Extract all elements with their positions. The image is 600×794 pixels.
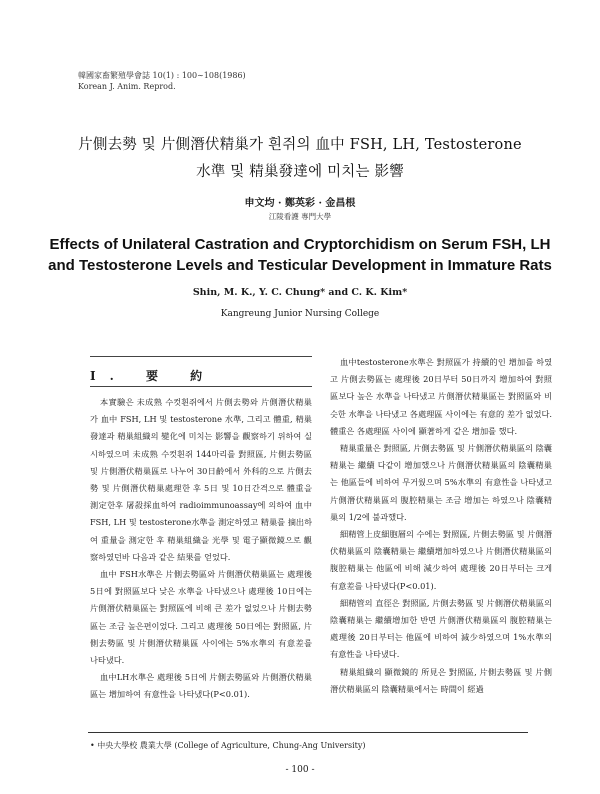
journal-name: Korean J. Anim. Reprod. (78, 82, 176, 91)
paragraph: 血中LH水準은 處理後 5日에 片側去勢區와 片側潛伏精巢區는 增加하여 有意性을 나타냈다(P<0.01). (90, 672, 312, 700)
paragraph: 精巢重量은 對照區, 片側去勢區 및 片側潛伏精巢區의 陰囊精巢는 繼續 다같이 增加했으나 片側潛伏精巢區의 陰囊精巢는 他區들에 비하여 무거웠으며 5%水準의 有意性을 나타냈고 片側潛伏精巢區의 腹腔精巢는 조금 增加는 하였으나 陰囊精巢의 1/2에 불과했다. (330, 443, 552, 522)
paragraph: 血中 FSH水準은 片側去勢區와 片側潛伏精巢區는 處理後 5日에 對照區보다 낮은 水準을 나타냈으나 處理後 10日에는 片側潛伏精巢區는 對照區에 비해 큰 差가 없었으나 片側去勢區는 조금 높은편이었다. 그리고 處理後 50日에는 對照區, 片側去勢區 및 片側潛伏精巢區 사이에는 5%水準의 有意差를 나타냈다. (90, 569, 312, 666)
title-english-line1: Effects of Unilateral Castration and Cryptorchidism on Serum FSH, LH (49, 236, 551, 253)
affiliation-english: Kangreung Junior Nursing College (220, 309, 380, 319)
authors-english: Shin, M. K., Y. C. Chung* and C. K. Kim* (192, 287, 408, 298)
title-korean-line2: 水準 및 精巢發達에 미치는 影響 (196, 164, 404, 180)
footnote: • 中央大學校 農業大學 (College of Agriculture, Chung-Ang University) (90, 741, 366, 750)
paragraph: 細精管의 直徑은 對照區, 片側去勢區 및 片側潛伏精巢區의 陰囊精巢는 繼續增加한 반면 片側潛伏精巢區의 腹腔精巢는 處理後 20日부터는 他區에 비하여 減少하였으며 1%水準의 有意性을 나타냈다. (330, 597, 552, 660)
title-korean-line1: 片側去勢 및 片側潛伏精巢가 흰쥐의 血中 FSH, LH, Testosterone (78, 137, 522, 153)
page-number: - 100 - (285, 765, 315, 775)
title-english-line2: and Testosterone Levels and Testicular Development in Immature Rats (48, 257, 552, 274)
right-column (330, 354, 552, 728)
paragraph: 精巢組織의 顯微鏡的 所見은 對照區, 片側去勢區 및 片側潛伏精巢區의 陰囊精巢에서는 時間이 經過 (330, 666, 552, 694)
journal-citation: 韓國家畜繁殖學會誌 10(1) : 100∼108(1986) (78, 71, 246, 80)
section-rule-top (90, 356, 312, 357)
paragraph: 血中testosterone水準은 對照區가 持續的인 增加를 하였고 片側去勢區는 處理後 20日부터 50日까지 增加하여 對照區보다 높은 水準을 나타냈고 片側潛伏精巢區는 對照區와 비슷한 水準을 나타냈고 各處理區 사이에는 有意的 差가 없었다. 體重은 各處理區 사이에 顯著하게 같은 增加를 했다. (330, 357, 552, 436)
paragraph: 細精管上皮細胞層의 수에는 對照區, 片側去勢區 및 片側潛伏精巢區의 陰囊精巢는 繼續增加하였으나 片側潛伏精巢區의 腹腔精巢는 他區에 비해 減少하여 處理後 20日부터는 크게 有意差를 나타냈다(P<0.01). (330, 529, 552, 591)
section-heading-summary: I. 要 約 (90, 369, 217, 383)
journal-header (78, 70, 246, 92)
authors-korean: 申文均 · 鄭英彩 · 金昌根 (244, 198, 356, 209)
left-column (90, 394, 312, 728)
paragraph: 本實驗은 未成熟 수컷흰쥐에서 片側去勢와 片側潛伏精巢가 血中 FSH, LH 및 testosterone 水準, 그리고 體重, 精巢發達과 精巢組織의 變化에 미치는 影響을 觀察하기 위하여 실시하였으며 未成熟 수컷흰쥐 144마리를 對照區, 片側去勢區 및 片側潛伏精巢區로 나누어 30日齡에서 外科的으로 片側去勢 및 片側潛伏精巢處理한 후 5日 및 10日간격으로 體重을 測定한후 屠殺採血하여 radioimmunoassay에 의하여 血中 FSH, LH 및 testosterone水準을 測定하였고 精巢를 摘出하여 重量을 測定한 후 精巢組織을 光學 및 電子顯微鏡으로 觀察하였던바 다음과 같은 結果를 얻었다. (90, 397, 312, 562)
section-rule-bottom (90, 386, 312, 387)
footnote-rule (88, 732, 528, 733)
affiliation-korean: 江陵看護 專門大學 (268, 212, 332, 221)
